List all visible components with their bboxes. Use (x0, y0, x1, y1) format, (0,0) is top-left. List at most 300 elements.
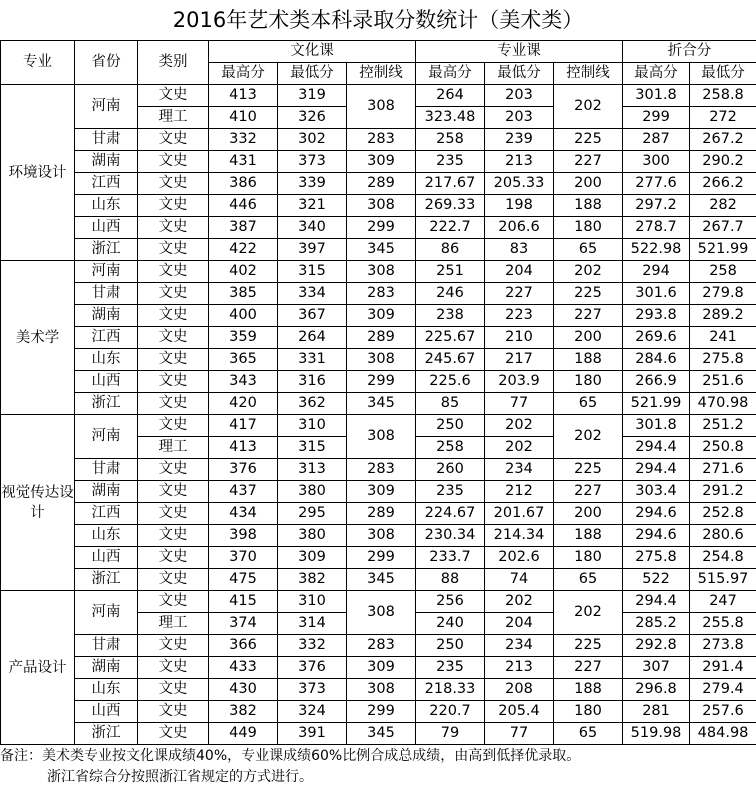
table-body (1, 85, 756, 745)
table-row (1, 327, 756, 349)
province-cell: 河南 (75, 85, 138, 129)
combined-max-cell: 294 (623, 261, 690, 283)
culture-max-cell: 410 (209, 107, 278, 129)
category-cell: 文史 (138, 459, 209, 481)
art-min-cell: 204 (485, 613, 554, 635)
art-min-cell: 77 (485, 723, 554, 745)
culture-max-cell: 430 (209, 679, 278, 701)
major-cell: 美术学 (1, 261, 75, 415)
combined-min-cell: 258 (690, 261, 756, 283)
art-max-cell: 225.6 (416, 371, 485, 393)
table-row (1, 723, 756, 745)
combined-min-cell: 280.6 (690, 525, 756, 547)
culture-control-cell: 283 (347, 283, 416, 305)
culture-control-cell: 309 (347, 657, 416, 679)
art-min-cell: 203 (485, 85, 554, 107)
art-min-cell: 202 (485, 437, 554, 459)
combined-max-cell: 307 (623, 657, 690, 679)
art-min-cell: 202.6 (485, 547, 554, 569)
province-cell: 湖南 (75, 151, 138, 173)
major-cell: 视觉传达设计 (1, 415, 75, 591)
category-cell: 文史 (138, 701, 209, 723)
table-row (1, 547, 756, 569)
table-row (1, 261, 756, 283)
culture-control-cell: 308 (347, 415, 416, 459)
culture-min-cell: 315 (278, 437, 347, 459)
culture-max-cell: 366 (209, 635, 278, 657)
province-cell: 甘肃 (75, 635, 138, 657)
art-max-cell: 235 (416, 481, 485, 503)
culture-max-cell: 422 (209, 239, 278, 261)
combined-max-cell: 301.8 (623, 415, 690, 437)
header-art-min: 最低分 (485, 63, 554, 85)
province-cell: 甘肃 (75, 283, 138, 305)
culture-control-cell: 299 (347, 217, 416, 239)
admission-score-table (0, 40, 756, 745)
culture-min-cell: 295 (278, 503, 347, 525)
combined-min-cell: 282 (690, 195, 756, 217)
combined-min-cell: 290.2 (690, 151, 756, 173)
culture-min-cell: 302 (278, 129, 347, 151)
province-cell: 山东 (75, 525, 138, 547)
culture-max-cell: 376 (209, 459, 278, 481)
combined-max-cell: 293.8 (623, 305, 690, 327)
category-cell: 文史 (138, 283, 209, 305)
table-row (1, 525, 756, 547)
header-major: 专业 (1, 41, 75, 85)
header-combined-group: 折合分 (623, 41, 756, 63)
combined-min-cell: 275.8 (690, 349, 756, 371)
art-max-cell: 240 (416, 613, 485, 635)
header-art-control: 控制线 (554, 63, 623, 85)
art-control-cell: 225 (554, 635, 623, 657)
art-max-cell: 256 (416, 591, 485, 613)
combined-min-cell: 252.8 (690, 503, 756, 525)
combined-max-cell: 303.4 (623, 481, 690, 503)
category-cell: 文史 (138, 503, 209, 525)
culture-control-cell: 308 (347, 679, 416, 701)
art-control-cell: 188 (554, 349, 623, 371)
table-row (1, 415, 756, 437)
combined-min-cell: 267.7 (690, 217, 756, 239)
combined-max-cell: 285.2 (623, 613, 690, 635)
category-cell: 文史 (138, 217, 209, 239)
province-cell: 浙江 (75, 569, 138, 591)
note-line: 备注：美术类专业按文化课成绩40%，专业课成绩60%比例合成总成绩，由高到低择优录取。 (0, 748, 581, 764)
culture-control-cell: 299 (347, 701, 416, 723)
art-max-cell: 238 (416, 305, 485, 327)
province-cell: 山东 (75, 679, 138, 701)
art-min-cell: 212 (485, 481, 554, 503)
culture-max-cell: 415 (209, 591, 278, 613)
culture-max-cell: 446 (209, 195, 278, 217)
culture-max-cell: 433 (209, 657, 278, 679)
category-cell: 文史 (138, 723, 209, 745)
combined-max-cell: 281 (623, 701, 690, 723)
header-culture-max: 最高分 (209, 63, 278, 85)
category-cell: 文史 (138, 679, 209, 701)
art-max-cell: 88 (416, 569, 485, 591)
combined-max-cell: 301.6 (623, 283, 690, 305)
culture-min-cell: 380 (278, 525, 347, 547)
culture-min-cell: 382 (278, 569, 347, 591)
province-cell: 湖南 (75, 305, 138, 327)
table-row (1, 129, 756, 151)
combined-min-cell: 241 (690, 327, 756, 349)
major-cell: 环境设计 (1, 85, 75, 261)
art-min-cell: 214.34 (485, 525, 554, 547)
province-cell: 山东 (75, 195, 138, 217)
header-combined-min: 最低分 (690, 63, 756, 85)
culture-control-cell: 308 (347, 195, 416, 217)
culture-max-cell: 385 (209, 283, 278, 305)
combined-min-cell: 291.2 (690, 481, 756, 503)
culture-max-cell: 431 (209, 151, 278, 173)
art-min-cell: 239 (485, 129, 554, 151)
culture-max-cell: 387 (209, 217, 278, 239)
art-min-cell: 205.33 (485, 173, 554, 195)
art-max-cell: 323.48 (416, 107, 485, 129)
art-control-cell: 202 (554, 591, 623, 635)
combined-max-cell: 521.99 (623, 393, 690, 415)
culture-max-cell: 343 (209, 371, 278, 393)
culture-min-cell: 332 (278, 635, 347, 657)
art-max-cell: 251 (416, 261, 485, 283)
art-max-cell: 245.67 (416, 349, 485, 371)
art-control-cell: 180 (554, 371, 623, 393)
combined-min-cell: 251.2 (690, 415, 756, 437)
culture-min-cell: 397 (278, 239, 347, 261)
culture-min-cell: 314 (278, 613, 347, 635)
art-min-cell: 203.9 (485, 371, 554, 393)
art-control-cell: 202 (554, 415, 623, 459)
culture-min-cell: 264 (278, 327, 347, 349)
province-cell: 浙江 (75, 723, 138, 745)
culture-max-cell: 420 (209, 393, 278, 415)
combined-min-cell: 273.8 (690, 635, 756, 657)
art-min-cell: 201.67 (485, 503, 554, 525)
province-cell: 浙江 (75, 393, 138, 415)
combined-max-cell: 275.8 (623, 547, 690, 569)
culture-max-cell: 359 (209, 327, 278, 349)
category-cell: 文史 (138, 173, 209, 195)
art-max-cell: 79 (416, 723, 485, 745)
province-cell: 江西 (75, 503, 138, 525)
art-max-cell: 85 (416, 393, 485, 415)
category-cell: 理工 (138, 613, 209, 635)
art-min-cell: 74 (485, 569, 554, 591)
culture-min-cell: 310 (278, 415, 347, 437)
table-row (1, 701, 756, 723)
combined-max-cell: 292.8 (623, 635, 690, 657)
combined-max-cell: 522.98 (623, 239, 690, 261)
province-cell: 甘肃 (75, 459, 138, 481)
culture-max-cell: 374 (209, 613, 278, 635)
art-max-cell: 264 (416, 85, 485, 107)
culture-control-cell: 345 (347, 239, 416, 261)
culture-max-cell: 382 (209, 701, 278, 723)
art-min-cell: 234 (485, 459, 554, 481)
category-cell: 文史 (138, 525, 209, 547)
culture-max-cell: 386 (209, 173, 278, 195)
culture-max-cell: 434 (209, 503, 278, 525)
header-combined-max: 最高分 (623, 63, 690, 85)
combined-max-cell: 294.4 (623, 459, 690, 481)
combined-max-cell: 519.98 (623, 723, 690, 745)
table-row (1, 591, 756, 613)
category-cell: 文史 (138, 481, 209, 503)
culture-min-cell: 331 (278, 349, 347, 371)
art-max-cell: 225.67 (416, 327, 485, 349)
art-control-cell: 188 (554, 679, 623, 701)
category-cell: 文史 (138, 635, 209, 657)
combined-min-cell: 247 (690, 591, 756, 613)
art-control-cell: 65 (554, 393, 623, 415)
art-max-cell: 235 (416, 657, 485, 679)
culture-min-cell: 321 (278, 195, 347, 217)
art-control-cell: 200 (554, 327, 623, 349)
category-cell: 文史 (138, 85, 209, 107)
category-cell: 文史 (138, 151, 209, 173)
art-max-cell: 220.7 (416, 701, 485, 723)
art-min-cell: 227 (485, 283, 554, 305)
category-cell: 文史 (138, 569, 209, 591)
culture-control-cell: 283 (347, 129, 416, 151)
culture-min-cell: 376 (278, 657, 347, 679)
combined-max-cell: 299 (623, 107, 690, 129)
combined-min-cell: 251.6 (690, 371, 756, 393)
category-cell: 文史 (138, 393, 209, 415)
culture-control-cell: 345 (347, 393, 416, 415)
table-row (1, 195, 756, 217)
combined-max-cell: 287 (623, 129, 690, 151)
culture-control-cell: 283 (347, 635, 416, 657)
table-row (1, 503, 756, 525)
art-min-cell: 208 (485, 679, 554, 701)
combined-min-cell: 470.98 (690, 393, 756, 415)
culture-min-cell: 380 (278, 481, 347, 503)
art-control-cell: 225 (554, 129, 623, 151)
culture-min-cell: 373 (278, 151, 347, 173)
culture-control-cell: 289 (347, 327, 416, 349)
combined-min-cell: 266.2 (690, 173, 756, 195)
header-row-groups (1, 41, 756, 63)
art-control-cell: 65 (554, 723, 623, 745)
category-cell: 文史 (138, 415, 209, 437)
table-row (1, 151, 756, 173)
table-row (1, 239, 756, 261)
art-max-cell: 258 (416, 129, 485, 151)
culture-min-cell: 362 (278, 393, 347, 415)
table-row (1, 481, 756, 503)
art-max-cell: 224.67 (416, 503, 485, 525)
art-control-cell: 202 (554, 85, 623, 129)
culture-min-cell: 319 (278, 85, 347, 107)
art-min-cell: 83 (485, 239, 554, 261)
art-min-cell: 217 (485, 349, 554, 371)
art-min-cell: 204 (485, 261, 554, 283)
table-row (1, 305, 756, 327)
table-row (1, 173, 756, 195)
header-culture-min: 最低分 (278, 63, 347, 85)
culture-min-cell: 373 (278, 679, 347, 701)
table-row (1, 349, 756, 371)
province-cell: 山西 (75, 371, 138, 393)
category-cell: 文史 (138, 195, 209, 217)
culture-control-cell: 289 (347, 503, 416, 525)
art-min-cell: 203 (485, 107, 554, 129)
province-cell: 河南 (75, 591, 138, 635)
category-cell: 理工 (138, 107, 209, 129)
combined-min-cell: 289.2 (690, 305, 756, 327)
combined-max-cell: 294.6 (623, 525, 690, 547)
art-max-cell: 217.67 (416, 173, 485, 195)
province-cell: 甘肃 (75, 129, 138, 151)
table-row (1, 459, 756, 481)
art-max-cell: 250 (416, 635, 485, 657)
art-control-cell: 200 (554, 503, 623, 525)
combined-min-cell: 515.97 (690, 569, 756, 591)
art-control-cell: 65 (554, 239, 623, 261)
combined-max-cell: 300 (623, 151, 690, 173)
culture-max-cell: 400 (209, 305, 278, 327)
culture-min-cell: 326 (278, 107, 347, 129)
art-control-cell: 227 (554, 151, 623, 173)
province-cell: 河南 (75, 261, 138, 283)
art-max-cell: 250 (416, 415, 485, 437)
art-control-cell: 188 (554, 195, 623, 217)
art-control-cell: 65 (554, 569, 623, 591)
culture-max-cell: 413 (209, 437, 278, 459)
culture-min-cell: 324 (278, 701, 347, 723)
art-max-cell: 258 (416, 437, 485, 459)
culture-control-cell: 289 (347, 173, 416, 195)
art-max-cell: 230.34 (416, 525, 485, 547)
province-cell: 山东 (75, 349, 138, 371)
art-min-cell: 77 (485, 393, 554, 415)
table-row (1, 657, 756, 679)
table-row (1, 393, 756, 415)
combined-min-cell: 271.6 (690, 459, 756, 481)
art-min-cell: 234 (485, 635, 554, 657)
art-min-cell: 202 (485, 415, 554, 437)
header-category: 类别 (138, 41, 209, 85)
art-min-cell: 202 (485, 591, 554, 613)
culture-control-cell: 345 (347, 569, 416, 591)
art-control-cell: 225 (554, 459, 623, 481)
combined-max-cell: 284.6 (623, 349, 690, 371)
culture-min-cell: 309 (278, 547, 347, 569)
art-max-cell: 260 (416, 459, 485, 481)
table-row (1, 85, 756, 107)
category-cell: 文史 (138, 371, 209, 393)
art-control-cell: 227 (554, 657, 623, 679)
category-cell: 文史 (138, 129, 209, 151)
combined-min-cell: 267.2 (690, 129, 756, 151)
province-cell: 山西 (75, 217, 138, 239)
combined-max-cell: 297.2 (623, 195, 690, 217)
table-row (1, 217, 756, 239)
header-province: 省份 (75, 41, 138, 85)
category-cell: 文史 (138, 657, 209, 679)
art-control-cell: 227 (554, 481, 623, 503)
category-cell: 文史 (138, 327, 209, 349)
combined-min-cell: 521.99 (690, 239, 756, 261)
culture-control-cell: 299 (347, 371, 416, 393)
art-max-cell: 218.33 (416, 679, 485, 701)
category-cell: 理工 (138, 437, 209, 459)
culture-max-cell: 475 (209, 569, 278, 591)
art-min-cell: 210 (485, 327, 554, 349)
combined-max-cell: 269.6 (623, 327, 690, 349)
art-max-cell: 246 (416, 283, 485, 305)
art-max-cell: 233.7 (416, 547, 485, 569)
culture-min-cell: 310 (278, 591, 347, 613)
culture-control-cell: 308 (347, 525, 416, 547)
category-cell: 文史 (138, 261, 209, 283)
table-row (1, 371, 756, 393)
combined-min-cell: 250.8 (690, 437, 756, 459)
province-cell: 山西 (75, 547, 138, 569)
province-cell: 湖南 (75, 657, 138, 679)
art-max-cell: 86 (416, 239, 485, 261)
culture-control-cell: 345 (347, 723, 416, 745)
province-cell: 江西 (75, 173, 138, 195)
combined-min-cell: 279.8 (690, 283, 756, 305)
culture-max-cell: 365 (209, 349, 278, 371)
province-cell: 山西 (75, 701, 138, 723)
art-control-cell: 227 (554, 305, 623, 327)
art-min-cell: 213 (485, 657, 554, 679)
table-row (1, 569, 756, 591)
major-cell: 产品设计 (1, 591, 75, 745)
culture-max-cell: 413 (209, 85, 278, 107)
category-cell: 文史 (138, 547, 209, 569)
culture-control-cell: 308 (347, 85, 416, 129)
combined-max-cell: 278.7 (623, 217, 690, 239)
culture-min-cell: 315 (278, 261, 347, 283)
culture-control-cell: 283 (347, 459, 416, 481)
art-control-cell: 200 (554, 173, 623, 195)
art-min-cell: 223 (485, 305, 554, 327)
combined-max-cell: 296.8 (623, 679, 690, 701)
culture-max-cell: 332 (209, 129, 278, 151)
culture-max-cell: 402 (209, 261, 278, 283)
art-min-cell: 206.6 (485, 217, 554, 239)
combined-min-cell: 255.8 (690, 613, 756, 635)
art-min-cell: 198 (485, 195, 554, 217)
combined-max-cell: 294.4 (623, 591, 690, 613)
category-cell: 文史 (138, 239, 209, 261)
culture-control-cell: 308 (347, 591, 416, 635)
culture-min-cell: 340 (278, 217, 347, 239)
culture-control-cell: 299 (347, 547, 416, 569)
note-line: 浙江省综合分按照浙江省规定的方式进行。 (47, 769, 313, 785)
culture-control-cell: 308 (347, 349, 416, 371)
culture-max-cell: 437 (209, 481, 278, 503)
culture-min-cell: 334 (278, 283, 347, 305)
category-cell: 文史 (138, 591, 209, 613)
province-cell: 湖南 (75, 481, 138, 503)
combined-min-cell: 257.6 (690, 701, 756, 723)
culture-control-cell: 309 (347, 305, 416, 327)
culture-max-cell: 370 (209, 547, 278, 569)
art-control-cell: 202 (554, 261, 623, 283)
culture-min-cell: 339 (278, 173, 347, 195)
culture-min-cell: 391 (278, 723, 347, 745)
culture-min-cell: 316 (278, 371, 347, 393)
culture-control-cell: 308 (347, 261, 416, 283)
